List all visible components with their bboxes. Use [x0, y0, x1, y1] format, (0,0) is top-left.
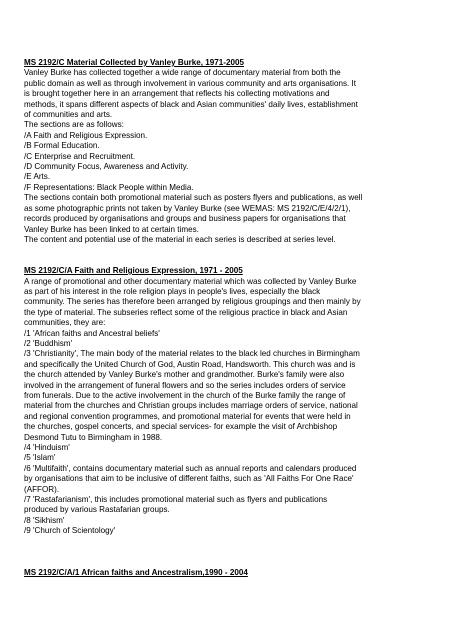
text-line: involved in the arrangement of funeral flowers and so the series includes orders of service: [24, 380, 346, 390]
text-line: /D Community Focus, Awareness and Activity.: [24, 162, 189, 172]
text-line: public domain as well as through involvement in various community and arts organisations. It: [24, 78, 357, 88]
text-line: (AFFOR).: [24, 484, 60, 494]
text-line: the type of material. The subseries reflect some of the religious practice in black and Asian: [24, 307, 348, 317]
section-heading: MS 2192/C/A Faith and Religious Expression, 1971 - 2005: [24, 266, 243, 276]
document-page: [24, 58, 442, 578]
text-line: from funerals. Due to the active involvement in the church of the Burke family the range of: [24, 390, 346, 400]
text-line: /1 'African faiths and Ancestral beliefs': [24, 328, 160, 338]
text-line: /A Faith and Religious Expression.: [24, 130, 148, 140]
text-line: material from the churches and Christian groups includes marriage orders of service, national: [24, 401, 358, 411]
text-line: /2 'Buddhism': [24, 338, 73, 348]
text-line: community. The series has therefore been arranged by religious groupings and then mainly by: [24, 297, 361, 307]
text-line: A range of promotional and other documentary material which was collected by Vanley Burke: [24, 276, 357, 286]
text-line: /E Arts.: [24, 172, 51, 182]
text-line: /4 'Hinduism': [24, 443, 70, 453]
section-spacer: [24, 245, 442, 266]
text-line: and specifically the United Church of God, Austin Road, Handsworth. This church was and is: [24, 359, 356, 369]
text-line: /8 'Sikhism': [24, 515, 65, 525]
text-line: /C Enterprise and Recruitment.: [24, 151, 136, 161]
text-line: The content and potential use of the material in each series is described at series level.: [24, 234, 336, 244]
section-spacer: [24, 537, 442, 558]
text-line: /F Representations: Black People within Media.: [24, 182, 194, 192]
text-line: communities, they are:: [24, 318, 106, 328]
text-line: of communities and arts.: [24, 110, 113, 120]
text-line: /B Formal Education.: [24, 141, 100, 151]
text-line: as part of his interest in the role religion plays in people's lives, especially the black: [24, 286, 321, 296]
text-line: /5 'Islam': [24, 453, 56, 463]
text-line: the churches, gospel concerts, and special services- for example the visit of Archbishop: [24, 422, 338, 432]
text-line: methods, it spans different aspects of black and Asian communities' daily lives, establishment: [24, 99, 358, 109]
text-line: records produced by organisations and groups and business papers for organisations that: [24, 214, 346, 224]
text-line: The sections are as follows:: [24, 120, 124, 130]
text-line: Vanley Burke has collected together a wide range of documentary material from both the: [24, 68, 341, 78]
text-line: is brought together here in an arrangement that reflects his collecting motivations and: [24, 89, 330, 99]
text-line: /6 'Multifaith', contains documentary material such as annual reports and calendars produced: [24, 463, 357, 473]
section-collection: [24, 58, 442, 245]
text-line: and regional convention programmes, and promotional material for events that were held in: [24, 411, 351, 421]
section-african-faiths: [24, 568, 442, 578]
section-heading: MS 2192/C/A/1 African faiths and Ancestralism,1990 - 2004: [24, 567, 248, 577]
section-faith: [24, 266, 442, 537]
section-heading: MS 2192/C Material Collected by Vanley Burke, 1971-2005: [24, 58, 244, 67]
text-line: by organisations that aim to be inclusive of different faiths, such as 'All Faiths For One Race': [24, 474, 354, 484]
text-line: the church attended by Vanley Burke's mother and grandmother. Burke's family were also: [24, 370, 345, 380]
section-spacer: [24, 557, 442, 567]
text-line: /3 'Christianity', The main body of the material relates to the black led churches in Birmingham: [24, 349, 360, 359]
text-line: as some photographic prints not taken by Vanley Burke (see WEMAS: MS 2192/C/E/4/2/1),: [24, 203, 351, 213]
text-line: produced by various Rastafarian groups.: [24, 505, 170, 515]
text-line: Vanley Burke has been linked to at certain times.: [24, 224, 199, 234]
text-line: /9 'Church of Scientology': [24, 526, 116, 536]
text-line: Desmond Tutu to Birmingham in 1988.: [24, 432, 163, 442]
text-line: The sections contain both promotional material such as posters flyers and publications, as well: [24, 193, 363, 203]
text-line: /7 'Rastafarianism', this includes promotional material such as flyers and publications: [24, 495, 328, 505]
